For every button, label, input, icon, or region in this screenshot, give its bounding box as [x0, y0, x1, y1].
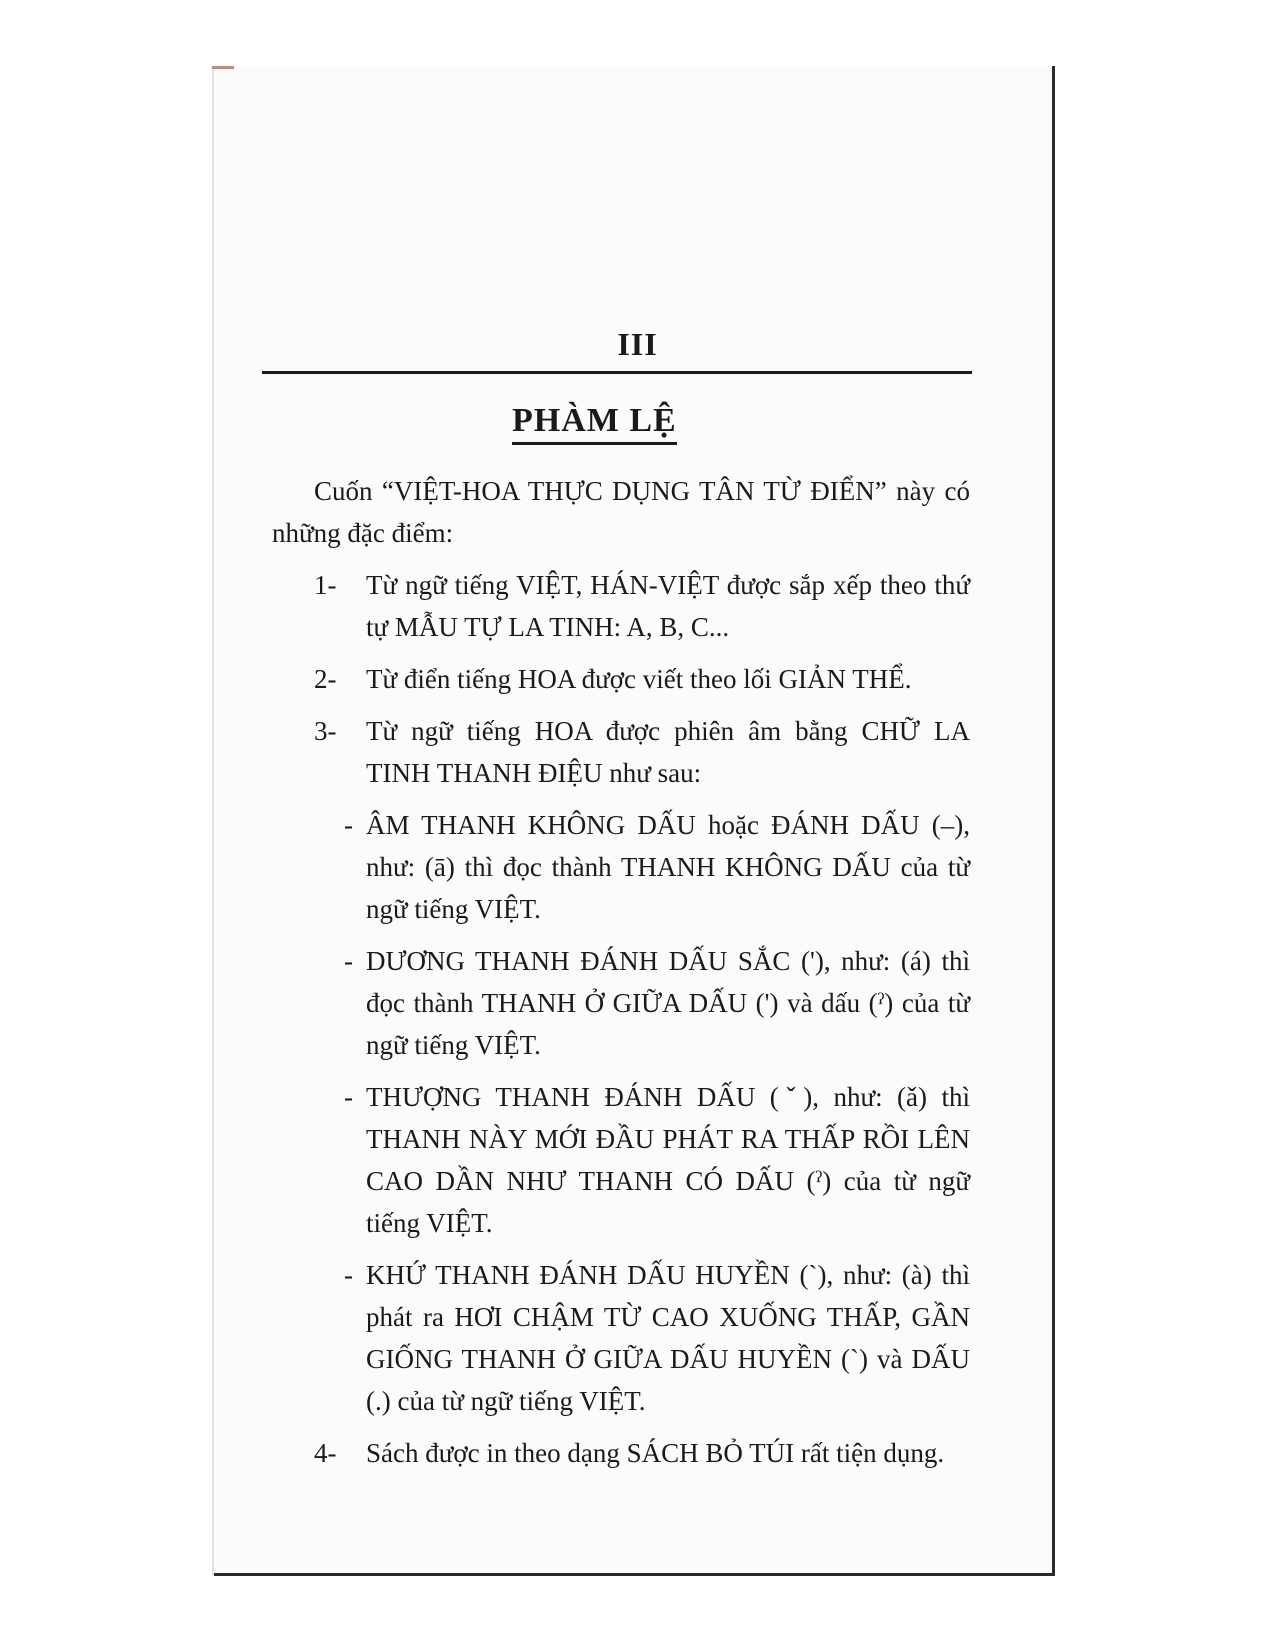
sub-item-2 [272, 940, 970, 1066]
list-item-text: Từ ngữ tiếng HOA được phiên âm bằng CHỮ LA TINH THANH ĐIỆU như sau: [366, 716, 970, 788]
list-marker: 4- [314, 1438, 337, 1468]
list-marker: 3- [314, 716, 337, 746]
sub-item-marker: - [344, 810, 353, 840]
sub-item-1 [272, 804, 970, 930]
page-corner-mark [212, 66, 234, 69]
intro-paragraph: Cuốn “VIỆT-HOA THỰC DỤNG TÂN TỪ ĐIỂN” này có những đặc điểm: [272, 476, 970, 548]
list-marker: 1- [314, 570, 337, 600]
list-item-3 [272, 710, 970, 794]
header-rule [262, 371, 972, 374]
list-marker: 2- [314, 664, 337, 694]
sub-item-text: ÂM THANH KHÔNG DẤU hoặc ĐÁNH DẤU (–), như: (ā) thì đọc thành THANH KHÔNG DẤU của từ ngữ tiếng VIỆT. [366, 810, 970, 924]
sub-item-text: DƯƠNG THANH ĐÁNH DẤU SẮC ('), như: (á) thì đọc thành THANH Ở GIỮA DẤU (') và dấu (ˀ) của từ ngữ tiếng VIỆT. [366, 946, 970, 1060]
list-item-text: Từ ngữ tiếng VIỆT, HÁN-VIỆT được sắp xếp theo thứ tự MẪU TỰ LA TINH: A, B, C... [366, 570, 970, 642]
list-item-text: Từ điển tiếng HOA được viết theo lối GIẢN THỂ. [366, 664, 912, 694]
page-title: PHÀM LỆ [512, 402, 677, 445]
sub-item-marker: - [344, 1260, 353, 1290]
page-number: III [617, 326, 658, 362]
sub-item-marker: - [344, 1082, 353, 1112]
sub-item-text: THƯỢNG THANH ĐÁNH DẤU (ˇ), như: (ǎ) thì THANH NÀY MỚI ĐẦU PHÁT RA THẤP RỒI LÊN CAO DẦN NHƯ THANH CÓ DẤU (ˀ) của từ ngữ tiếng VIỆT. [366, 1082, 970, 1238]
sub-item-text: KHỨ THANH ĐÁNH DẤU HUYỀN (`), như: (à) thì phát ra HƠI CHẬM TỪ CAO XUỐNG THẤP, GẦN GIỐNG THANH Ở GIỮA DẤU HUYỀN (`) và DẤU (.) của từ ngữ tiếng VIỆT. [366, 1260, 970, 1416]
body-text [272, 470, 970, 1484]
page-left-edge [212, 69, 214, 1576]
sub-item-marker: - [344, 946, 353, 976]
list-item-2 [272, 658, 970, 700]
sub-item-3 [272, 1076, 970, 1244]
list-item-1 [272, 564, 970, 648]
sub-item-4 [272, 1254, 970, 1422]
list-item-text: Sách được in theo dạng SÁCH BỎ TÚI rất tiện dụng. [366, 1438, 945, 1468]
list-item-4 [272, 1432, 970, 1474]
